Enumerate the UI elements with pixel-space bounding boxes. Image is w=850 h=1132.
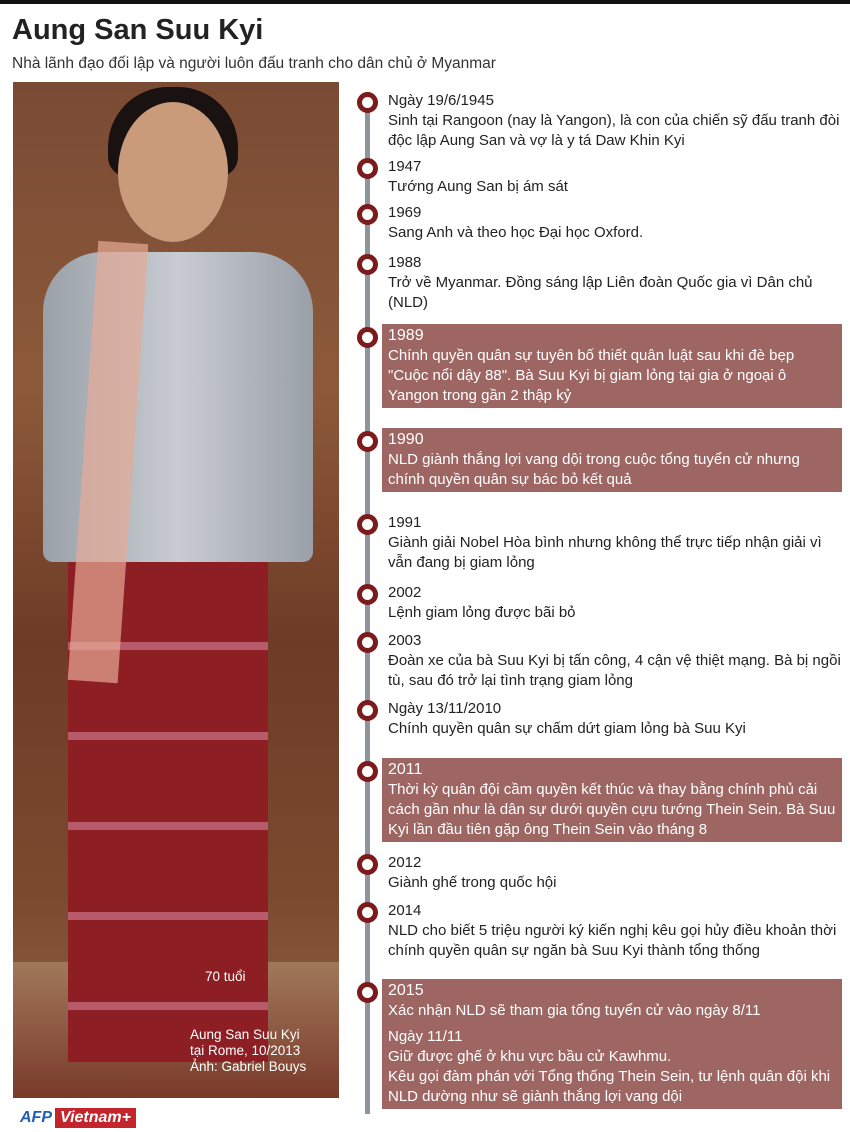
year: 1991 <box>388 514 422 531</box>
timeline-dot-icon <box>357 204 378 225</box>
text: Sinh tại Rangoon (nay là Yangon), là con của chiến sỹ đấu tranh đòi độc lập Aung San và vợ là y tá Daw Khin Kyi <box>388 112 840 149</box>
text: Chính quyền quân sự chấm dứt giam lỏng bà Suu Kyi <box>388 720 746 737</box>
timeline-dot-icon <box>357 902 378 923</box>
age-label: 70 tuổi <box>205 969 246 984</box>
text: Đoàn xe của bà Suu Kyi bị tấn công, 4 cận vệ thiệt mạng. Bà bị ngồi tù, sau đó trở lại tình trạng giam lỏng <box>388 652 841 689</box>
sub-date: Ngày 11/11 <box>388 1028 463 1045</box>
photo-caption <box>190 1027 306 1075</box>
timeline-dot-icon <box>357 584 378 605</box>
text: Xác nhận NLD sẽ tham gia tổng tuyển cử vào ngày 8/11 <box>388 1002 761 1019</box>
sub-text: Giữ được ghế ở khu vực bầu cử Kawhmu. <box>388 1048 672 1065</box>
timeline-item <box>388 583 843 623</box>
timeline-item <box>388 513 843 573</box>
timeline-item <box>388 253 843 313</box>
year: 1988 <box>388 254 422 271</box>
timeline-item <box>382 979 842 1109</box>
portrait-photo <box>13 82 339 1098</box>
timeline-item <box>388 853 843 893</box>
year: 1947 <box>388 158 422 175</box>
logo-afp: AFP <box>20 1109 52 1126</box>
timeline-item <box>388 631 843 691</box>
caption-line: Aung San Suu Kyi <box>190 1027 300 1042</box>
text: Sang Anh và theo học Đại học Oxford. <box>388 224 644 241</box>
year: 1989 <box>388 327 424 344</box>
afp-vietnamplus-logo <box>20 1108 136 1128</box>
text: NLD giành thắng lợi vang dội trong cuộc tổng tuyển cử nhưng chính quyền quân sự bác bỏ kết quả <box>388 451 800 488</box>
text: Tướng Aung San bị ám sát <box>388 178 568 195</box>
year: 2003 <box>388 632 422 649</box>
year: 2015 <box>388 982 424 999</box>
timeline-item <box>382 758 842 842</box>
text: Giành giải Nobel Hòa bình nhưng không thể trực tiếp nhận giải vì vẫn đang bị giam lỏng <box>388 534 822 571</box>
timeline-dot-icon <box>357 854 378 875</box>
year: 2014 <box>388 902 422 919</box>
year: Ngày 13/11/2010 <box>388 700 502 717</box>
timeline-item <box>382 324 842 408</box>
timeline-dot-icon <box>357 92 378 113</box>
timeline-dot-icon <box>357 514 378 535</box>
year: 2012 <box>388 854 422 871</box>
top-bar <box>0 0 850 4</box>
text: Thời kỳ quân đội cầm quyền kết thúc và thay bằng chính phủ cải cách gần như là dân sự dưới quyền cựu tướng Thein Sein. Bà Suu Kyi lần đầu tiên gặp ông Thein Sein vào tháng 8 <box>388 781 836 838</box>
timeline-dot-icon <box>357 982 378 1003</box>
page-title: Aung San Suu Kyi <box>12 14 264 46</box>
year: 1969 <box>388 204 422 221</box>
text: Lệnh giam lỏng được bãi bỏ <box>388 604 576 621</box>
text: NLD cho biết 5 triệu người ký kiến nghị kêu gọi hủy điều khoản thời chính quyền quân sự ngăn bà Suu Kyi thành tổng thống <box>388 922 837 959</box>
timeline-item <box>388 91 843 151</box>
timeline-dot-icon <box>357 761 378 782</box>
caption-line: tại Rome, 10/2013 <box>190 1043 301 1058</box>
year: 2011 <box>388 761 423 778</box>
text: Trở về Myanmar. Đồng sáng lập Liên đoàn Quốc gia vì Dân chủ (NLD) <box>388 274 813 311</box>
timeline-dot-icon <box>357 327 378 348</box>
year: Ngày 19/6/1945 <box>388 92 494 109</box>
timeline-item <box>388 203 843 243</box>
text: Giành ghế trong quốc hội <box>388 874 557 891</box>
logo-vietnam: Vietnam+ <box>55 1108 136 1128</box>
text: Chính quyền quân sự tuyên bố thiết quân luật sau khi đè bẹp "Cuộc nổi dậy 88". Bà Suu Kyi bị giam lỏng tại gia ở ngoại ô Yangon trong gần 2 thập kỷ <box>388 347 795 404</box>
timeline-dot-icon <box>357 158 378 179</box>
caption-line: Ảnh: Gabriel Bouys <box>190 1059 307 1074</box>
timeline-item <box>388 901 843 961</box>
year: 1990 <box>388 431 424 448</box>
timeline-dot-icon <box>357 632 378 653</box>
timeline-item <box>388 157 843 197</box>
year: 2002 <box>388 584 422 601</box>
timeline-dot-icon <box>357 700 378 721</box>
timeline-item <box>382 428 842 492</box>
sub-text2: Kêu gọi đàm phán với Tổng thống Thein Sein, tư lệnh quân đội khi NLD dường như sẽ giành thắng lợi vang dội <box>388 1068 831 1105</box>
timeline-dot-icon <box>357 254 378 275</box>
timeline-dot-icon <box>357 431 378 452</box>
page-subtitle: Nhà lãnh đạo đối lập và người luôn đấu tranh cho dân chủ ở Myanmar <box>12 55 496 72</box>
timeline-item <box>388 699 843 739</box>
